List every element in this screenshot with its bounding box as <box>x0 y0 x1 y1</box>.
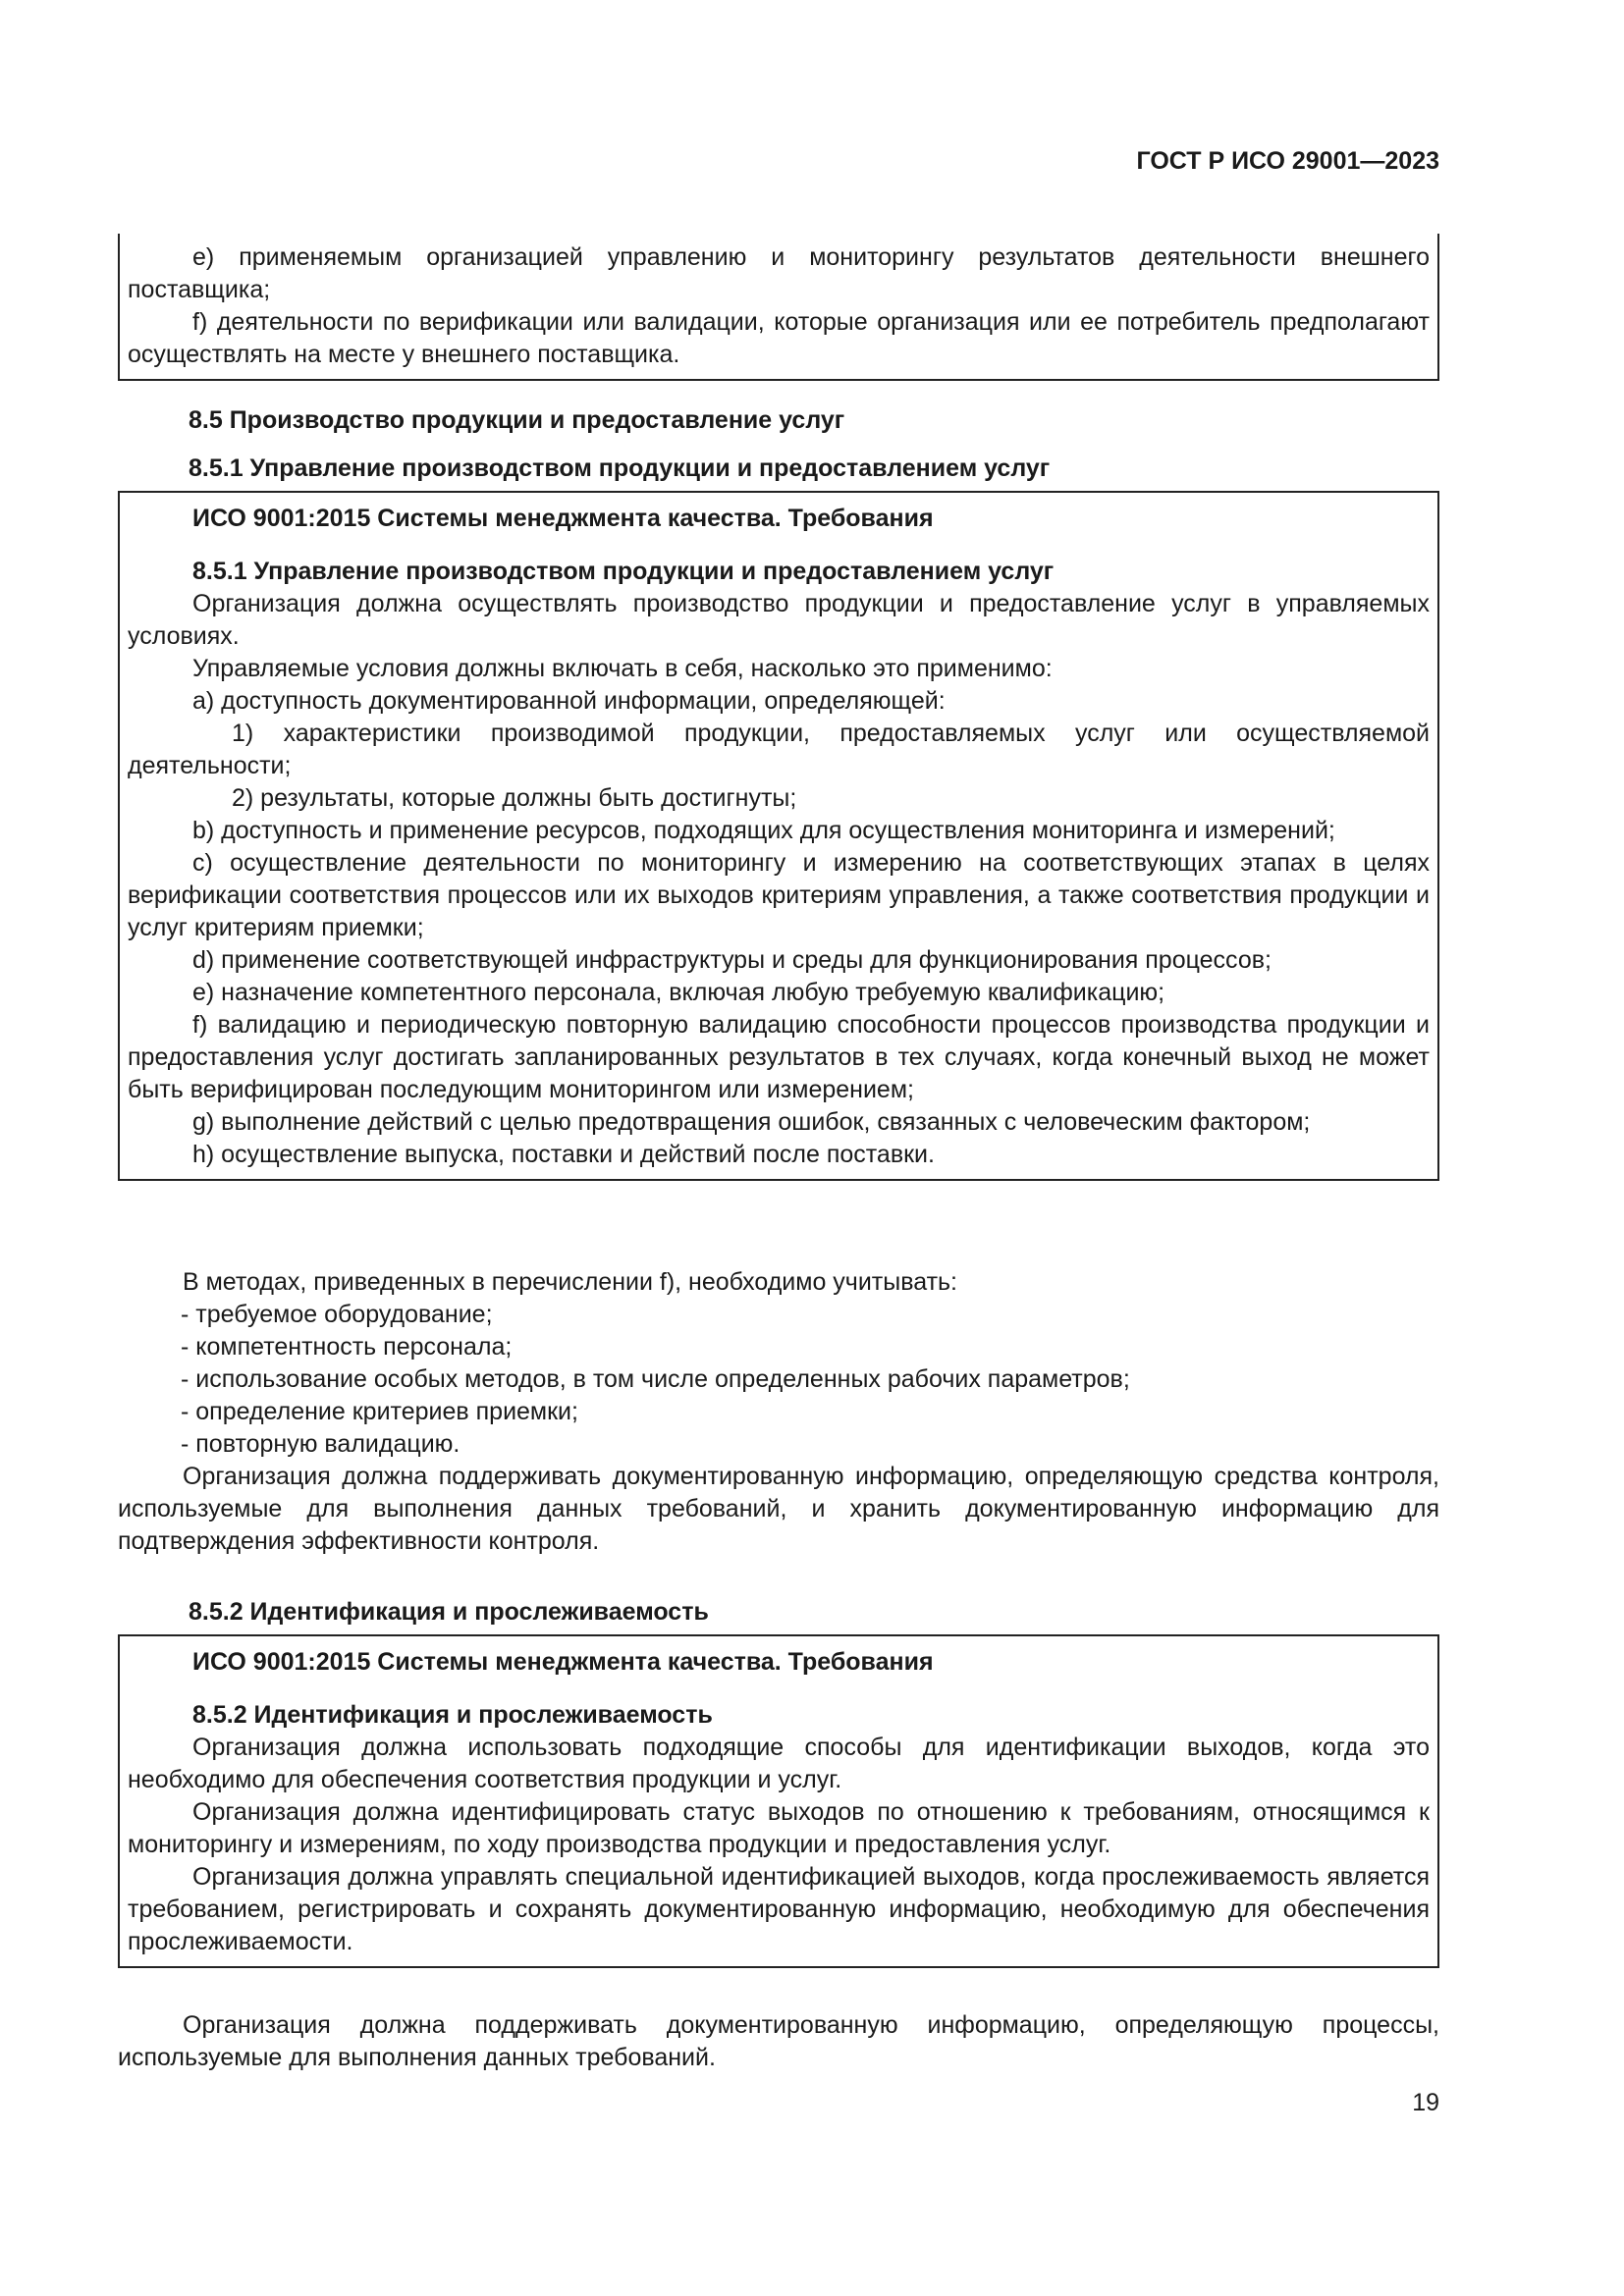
clause-paragraph: Организация должна осуществлять производство продукции и предоставление услуг в управляемых условиях. <box>128 590 1430 650</box>
clause-paragraph: Организация должна управлять специальной идентификацией выходов, когда прослеживаемость является требованием, регистрировать и сохранять документированную информацию, необходимую для обеспечения прослеживаемости. <box>128 1863 1430 1955</box>
section-heading-8-5: 8.5 Производство продукции и предоставление услуг <box>189 406 845 434</box>
methods-intro: В методах, приведенных в перечислении f), необходимо учитывать: <box>183 1268 957 1296</box>
dash-item: - требуемое оборудование; <box>181 1301 493 1328</box>
clause-paragraph: Управляемые условия должны включать в себя, насколько это применимо: <box>192 655 1053 682</box>
list-item-a: a) доступность документированной информации, определяющей: <box>192 687 946 715</box>
body-paragraph: Организация должна поддерживать документированную информацию, определяющую средства контроля, используемые для выполнения данных требований, и хранить документированную информацию для подтверждения эффективности контроля. <box>118 1463 1439 1555</box>
document-header: ГОСТ Р ИСО 29001—2023 <box>1136 147 1439 175</box>
list-item-a2: 2) результаты, которые должны быть достигнуты; <box>232 784 797 812</box>
iso-9001-quote-box-8-5-2 <box>118 1634 1439 1968</box>
continued-requirements-box <box>118 234 1439 381</box>
standard-title: ИСО 9001:2015 Системы менеджмента качества. Требования <box>192 505 934 532</box>
dash-item: - определение критериев приемки; <box>181 1398 578 1425</box>
list-item-c: c) осуществление деятельности по мониторингу и измерению на соответствующих этапах в целях верификации соответствия процессов или их выходов критериям управления, а также соответствия продукции и услуг критериям приемки; <box>128 849 1430 941</box>
box-item-e: e) применяемым организацией управлению и мониторингу результатов деятельности внешнего поставщика; <box>128 243 1430 303</box>
list-item-g: g) выполнение действий с целью предотвращения ошибок, связанных с человеческим фактором; <box>192 1108 1311 1136</box>
standard-title: ИСО 9001:2015 Системы менеджмента качества. Требования <box>192 1648 934 1676</box>
dash-item: - компетентность персонала; <box>181 1333 513 1361</box>
body-paragraph: Организация должна поддерживать документированную информацию, определяющую процессы, используемые для выполнения данных требований. <box>118 2011 1439 2071</box>
clause-title: 8.5.1 Управление производством продукции и предоставлением услуг <box>192 558 1055 585</box>
clause-title: 8.5.2 Идентификация и прослеживаемость <box>192 1701 713 1729</box>
dash-item: - использование особых методов, в том числе определенных рабочих параметров; <box>181 1365 1130 1393</box>
box-item-f: f) деятельности по верификации или валидации, которые организация или ее потребитель предполагают осуществлять на месте у внешнего поставщика. <box>128 308 1430 368</box>
list-item-e: e) назначение компетентного персонала, включая любую требуемую квалификацию; <box>192 979 1165 1006</box>
list-item-b: b) доступность и применение ресурсов, подходящих для осуществления мониторинга и измерений; <box>192 817 1335 844</box>
closing-section <box>118 2009 1439 2074</box>
section-heading-8-5-1: 8.5.1 Управление производством продукции и предоставлением услуг <box>189 454 1051 482</box>
list-item-f: f) валидацию и периодическую повторную валидацию способности процессов производства продукции и предоставления услуг достигать запланированных результатов в тех случаях, когда конечный выход не может быть верифицирован последующим мониторингом или измерением; <box>128 1011 1430 1103</box>
clause-paragraph: Организация должна использовать подходящие способы для идентификации выходов, когда это необходимо для обеспечения соответствия продукции и услуг. <box>128 1734 1430 1793</box>
list-item-h: h) осуществление выпуска, поставки и действий после поставки. <box>192 1141 935 1168</box>
clause-paragraph: Организация должна идентифицировать статус выходов по отношению к требованиям, относящимся к мониторингу и измерениям, по ходу производства продукции и предоставления услуг. <box>128 1798 1430 1858</box>
section-heading-8-5-2: 8.5.2 Идентификация и прослеживаемость <box>189 1598 709 1626</box>
list-item-a1: 1) характеристики производимой продукции, предоставляемых услуг или осуществляемой деятельности; <box>128 720 1430 779</box>
methods-section <box>118 1266 1439 1558</box>
list-item-d: d) применение соответствующей инфраструктуры и среды для функционирования процессов; <box>192 946 1272 974</box>
dash-item: - повторную валидацию. <box>181 1430 460 1458</box>
iso-9001-quote-box-8-5-1 <box>118 491 1439 1181</box>
page-number: 19 <box>1412 2089 1439 2116</box>
